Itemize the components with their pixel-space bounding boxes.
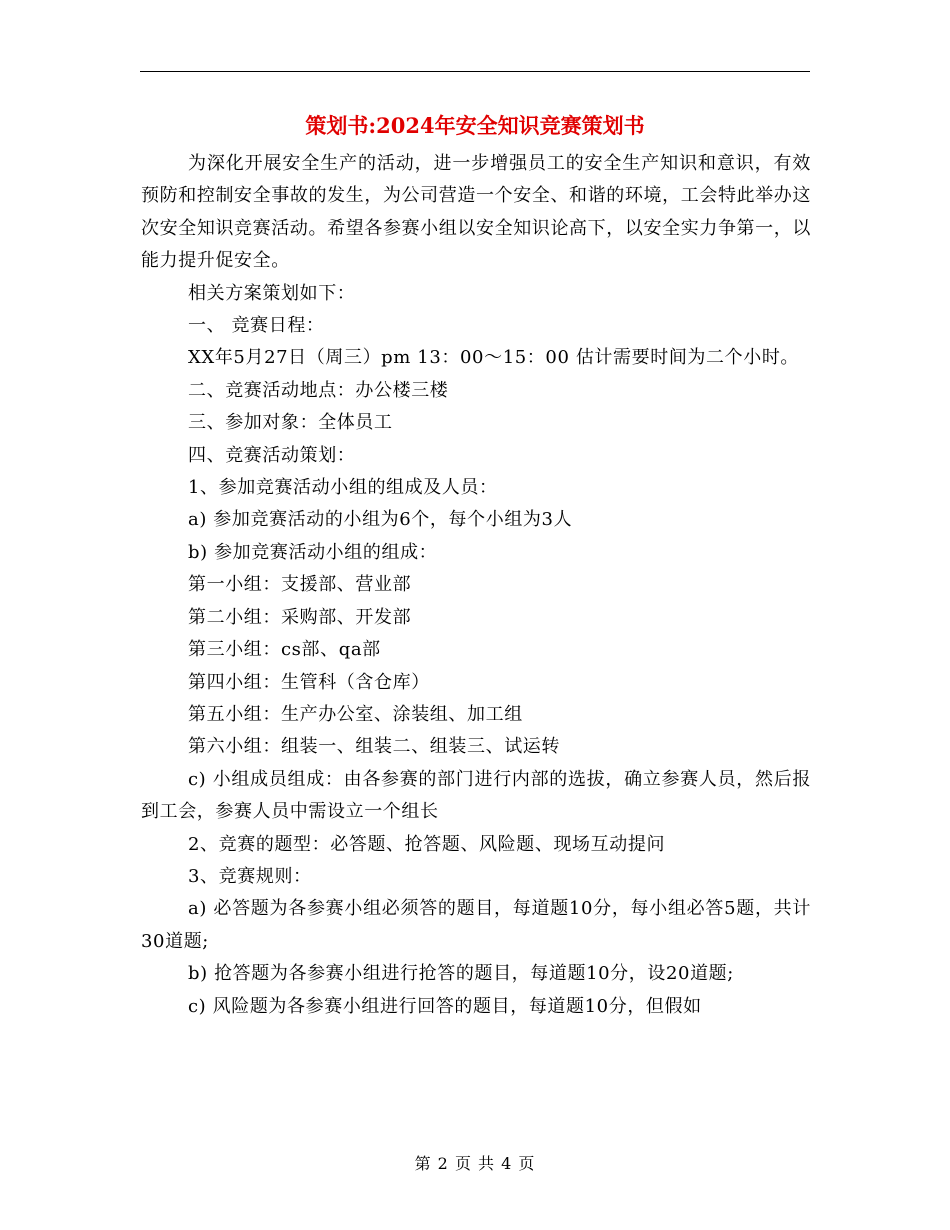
group-item: 第六小组：组装一、组装二、组装三、试运转: [188, 736, 560, 758]
section-heading: 四、竞赛活动策划：: [188, 444, 356, 466]
document-title: 策划书:2024年安全知识竞赛策划书: [305, 113, 645, 138]
paragraph-intro: 为深化开展安全生产的活动，进一步增强员工的安全生产知识和意识，有效预防和控制安全事故的发生，为公司营造一个安全、和谐的环境，工会特此举办这次安全知识竞赛活动。希望各参赛小组以安全知识论高下，以安全实力争第一，以能力提升促安全。: [141, 153, 811, 272]
header-rule: [140, 71, 810, 72]
group-item: 第二小组：采购部、开发部: [188, 606, 412, 628]
group-item: 第一小组：支援部、营业部: [188, 574, 412, 596]
section-heading: 三、参加对象：全体员工: [188, 412, 393, 434]
group-item: 第四小组：生管科（含仓库）: [188, 671, 430, 693]
list-item: a) 参加竞赛活动的小组为6个，每个小组为3人: [188, 509, 573, 531]
section-heading: 一、 竞赛日程：: [188, 315, 325, 337]
paragraph: 相关方案策划如下：: [188, 282, 356, 304]
list-item: b) 抢答题为各参赛小组进行抢答的题目，每道题10分，设20道题;: [188, 963, 734, 985]
group-item: 第三小组：cs部、qa部: [188, 639, 381, 661]
subsection-heading: 2、竞赛的题型：必答题、抢答题、风险题、现场互动提问: [188, 833, 666, 855]
list-item: c) 风险题为各参赛小组进行回答的题目，每道题10分，但假如: [188, 995, 702, 1017]
group-item: 第五小组：生产办公室、涂装组、加工组: [188, 703, 523, 725]
subsection-heading: 3、竞赛规则：: [188, 865, 312, 887]
section-heading: 二、竞赛活动地点：办公楼三楼: [188, 379, 449, 401]
page-number-footer: 第 2 页 共 4 页: [414, 1154, 536, 1173]
document-body: [141, 148, 811, 1023]
list-item: c) 小组成员组成：由各参赛的部门进行内部的选拔，确立参赛人员，然后报到工会，参赛人员中需设立一个组长: [141, 768, 811, 823]
subsection-heading: 1、参加竞赛活动小组的组成及人员：: [188, 477, 498, 499]
paragraph: XX年5月27日（周三）pm 13：00～15：00 估计需要时间为二个小时。: [188, 347, 800, 369]
list-item: b) 参加竞赛活动小组的组成：: [188, 541, 438, 563]
list-item: a) 必答题为各参赛小组必须答的题目，每道题10分，每小组必答5题，共计30道题;: [141, 898, 811, 952]
